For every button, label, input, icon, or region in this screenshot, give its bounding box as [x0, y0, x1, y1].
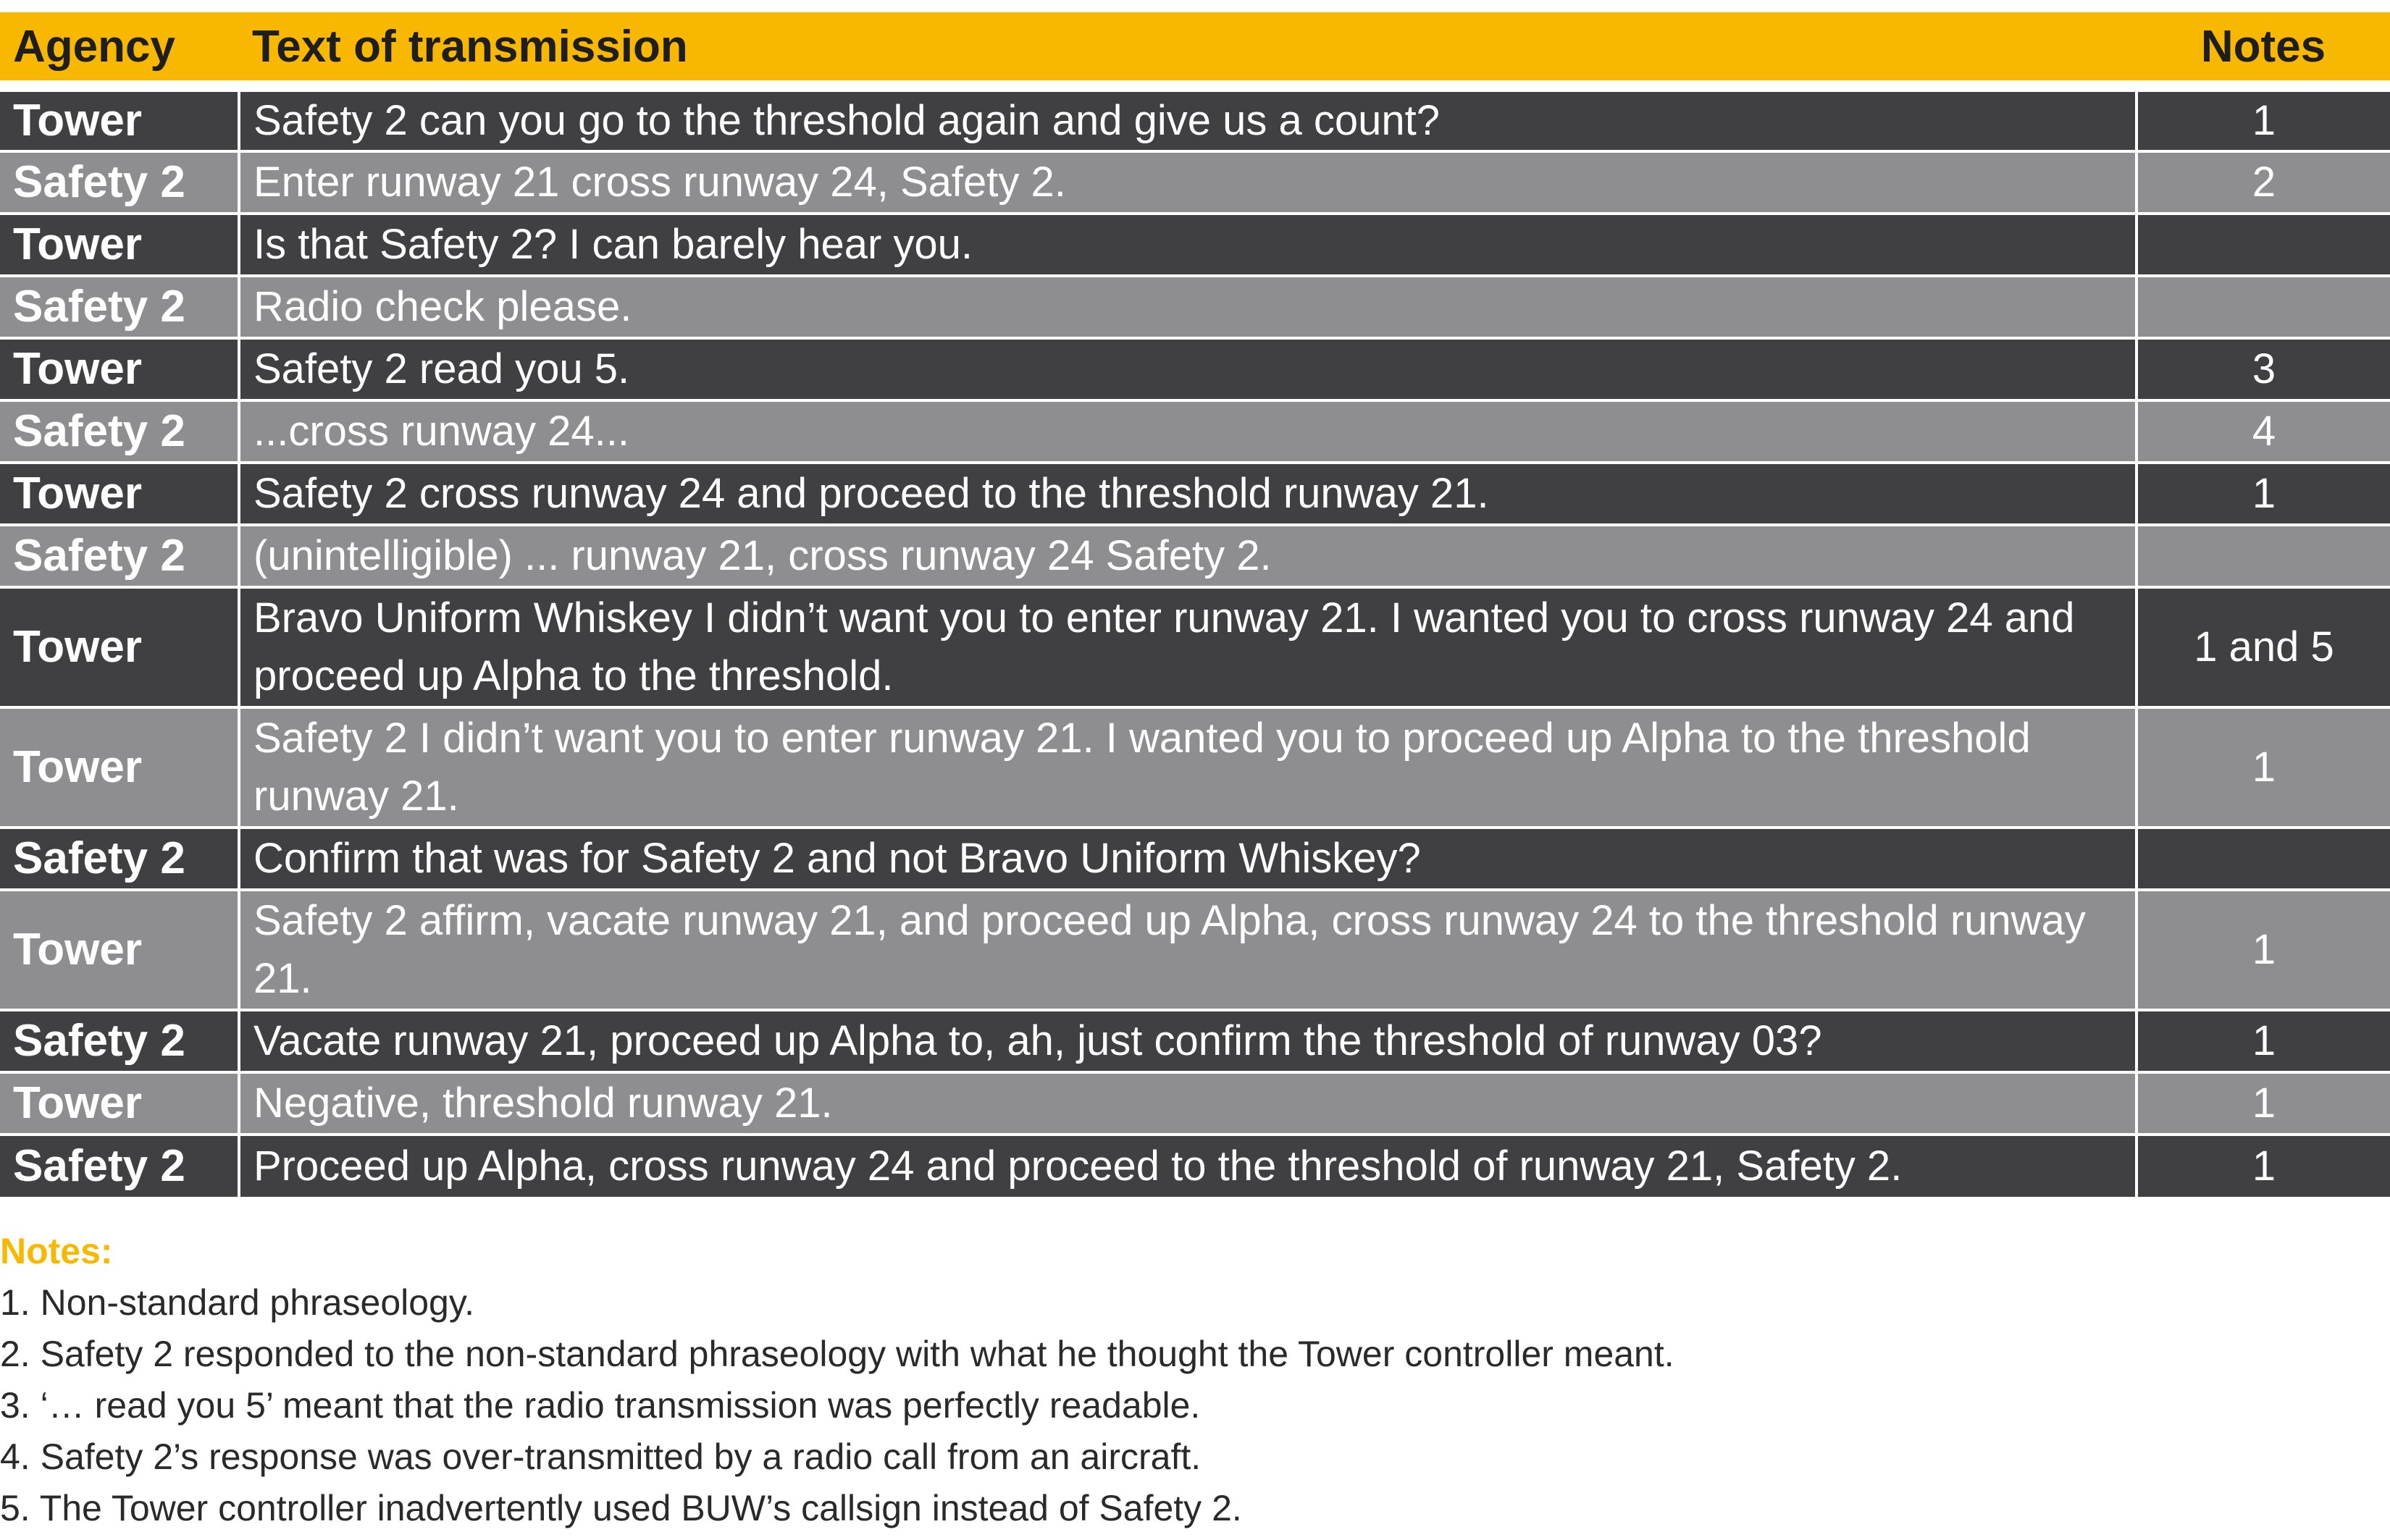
footnote-item: 1. Non-standard phraseology.	[0, 1282, 475, 1323]
footnotes-title: Notes:	[0, 1231, 113, 1271]
notes-cell: 1	[2137, 1010, 2390, 1072]
footnote-item: 2. Safety 2 responded to the non-standard phraseology with what he thought the Tower controller meant.	[0, 1334, 1674, 1374]
agency-cell: Tower	[0, 214, 239, 276]
transmission-cell: Safety 2 can you go to the threshold again and give us a count?	[239, 86, 2137, 151]
transmission-cell: Safety 2 affirm, vacate runway 21, and proceed up Alpha, cross runway 24 to the threshold runway 21.	[239, 890, 2137, 1010]
notes-cell	[2137, 214, 2390, 276]
transmission-cell: Negative, threshold runway 21.	[239, 1072, 2137, 1135]
notes-cell	[2137, 276, 2390, 338]
table-row	[0, 707, 2390, 828]
notes-cell	[2137, 525, 2390, 587]
agency-cell: Tower	[0, 1072, 239, 1135]
footnote-item: 4. Safety 2’s response was over-transmitted by a radio call from an aircraft.	[0, 1436, 1202, 1477]
header-agency: Agency	[13, 21, 175, 72]
table-row	[0, 1072, 2390, 1135]
transmission-cell: Confirm that was for Safety 2 and not Bravo Uniform Whiskey?	[239, 828, 2137, 890]
notes-cell: 4	[2137, 400, 2390, 463]
transmission-cell: (unintelligible) ... runway 21, cross runway 24 Safety 2.	[239, 525, 2137, 587]
agency-cell: Safety 2	[0, 828, 239, 890]
notes-cell: 2	[2137, 151, 2390, 214]
notes-cell: 1	[2137, 707, 2390, 828]
transmission-cell: Safety 2 read you 5.	[239, 338, 2137, 400]
transmission-cell: Proceed up Alpha, cross runway 24 and proceed to the threshold of runway 21, Safety 2.	[239, 1135, 2137, 1197]
table-row	[0, 828, 2390, 890]
transmission-table-container	[0, 12, 2390, 1197]
notes-cell: 1	[2137, 890, 2390, 1010]
agency-cell: Tower	[0, 890, 239, 1010]
table-row	[0, 587, 2390, 707]
table-row	[0, 338, 2390, 400]
notes-cell: 1	[2137, 1135, 2390, 1197]
table-row	[0, 1010, 2390, 1072]
footnote-item: 5. The Tower controller inadvertently used BUW’s callsign instead of Safety 2.	[0, 1488, 1242, 1528]
notes-cell	[2137, 828, 2390, 890]
transmission-cell: Safety 2 I didn’t want you to enter runway 21. I wanted you to proceed up Alpha to the threshold runway 21.	[239, 707, 2137, 828]
table-row	[0, 151, 2390, 214]
transmission-cell: ...cross runway 24...	[239, 400, 2137, 463]
transmission-cell: Enter runway 21 cross runway 24, Safety 2.	[239, 151, 2137, 214]
transmission-cell: Safety 2 cross runway 24 and proceed to the threshold runway 21.	[239, 463, 2137, 525]
header-text: Text of transmission	[252, 21, 688, 72]
table-row	[0, 276, 2390, 338]
transmission-cell: Vacate runway 21, proceed up Alpha to, ah, just confirm the threshold of runway 03?	[239, 1010, 2137, 1072]
header-notes: Notes	[2200, 21, 2326, 72]
notes-cell: 1	[2137, 463, 2390, 525]
agency-cell: Tower	[0, 86, 239, 151]
notes-cell: 1	[2137, 86, 2390, 151]
agency-cell: Tower	[0, 707, 239, 828]
agency-cell: Safety 2	[0, 276, 239, 338]
agency-cell: Safety 2	[0, 400, 239, 463]
agency-cell: Safety 2	[0, 151, 239, 214]
notes-cell: 3	[2137, 338, 2390, 400]
transmission-cell: Is that Safety 2? I can barely hear you.	[239, 214, 2137, 276]
transmission-cell: Bravo Uniform Whiskey I didn’t want you to enter runway 21. I wanted you to cross runway 24 and proceed up Alpha to the threshold.	[239, 587, 2137, 707]
notes-cell: 1	[2137, 1072, 2390, 1135]
transmission-cell: Radio check please.	[239, 276, 2137, 338]
table-row	[0, 1135, 2390, 1197]
table-row	[0, 400, 2390, 463]
table-row	[0, 890, 2390, 1010]
footnotes-list	[0, 1277, 2390, 1534]
table-row	[0, 525, 2390, 587]
table-row	[0, 214, 2390, 276]
agency-cell: Safety 2	[0, 1135, 239, 1197]
table-row	[0, 86, 2390, 151]
transmission-table	[0, 12, 2390, 1197]
table-row	[0, 463, 2390, 525]
table-header-row	[0, 12, 2390, 86]
notes-cell: 1 and 5	[2137, 587, 2390, 707]
agency-cell: Tower	[0, 463, 239, 525]
agency-cell: Tower	[0, 587, 239, 707]
agency-cell: Safety 2	[0, 1010, 239, 1072]
footnotes-section	[0, 1225, 2390, 1534]
footnote-item: 3. ‘… read you 5’ meant that the radio transmission was perfectly readable.	[0, 1385, 1201, 1426]
agency-cell: Safety 2	[0, 525, 239, 587]
agency-cell: Tower	[0, 338, 239, 400]
